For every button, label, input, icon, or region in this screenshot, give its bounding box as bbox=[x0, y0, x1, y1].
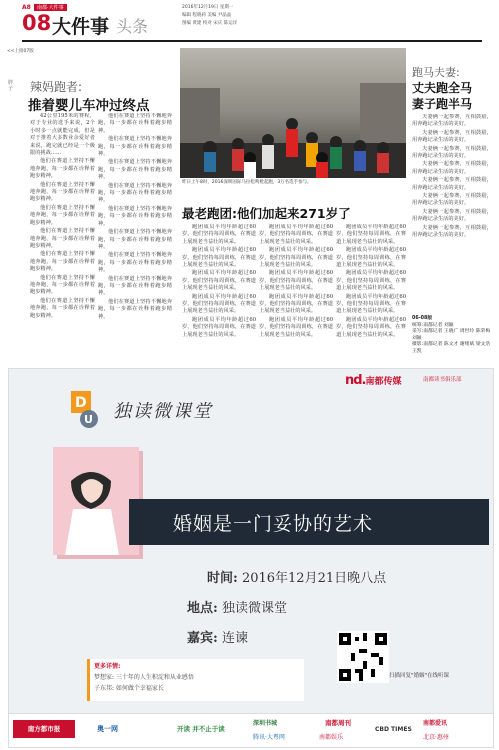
page-title: 大件事 bbox=[52, 16, 110, 38]
runners-crowd-image bbox=[180, 48, 406, 178]
left-column-1: 42公里195米的赛程，对于专业的选手来说，2个小时多一点就能完成，但是对于推着大多数业余爱好者来说，跑完就已经是一个极限的挑战…… 他们在赛道上坚持不懈地奔跑，每一步都在诠释着跑步精神。 他们在赛道上坚持不懈地奔跑，每一步都在诠释着跑步精神。 他们在赛道上坚持不懈地奔跑，每一步都在诠释着跑步精神。 他们在赛道上坚持不懈地奔跑，每一步都在诠释着跑步精神。 他们在赛道上坚持不懈地奔跑，每一步都在诠释着跑步精神。 他们在赛道上坚持不懈地奔跑，每一步都在诠释着跑步精神。 他们在赛道上坚持不懈地奔跑，每一步都在诠释着跑步精神。 bbox=[30, 113, 95, 319]
reading-club-logo: 南都读书俱乐部 bbox=[423, 377, 462, 383]
place-value: 独读微课堂 bbox=[221, 601, 287, 616]
left-body-text: 他们在赛道上坚持不懈地奔跑，每一步都在诠释着跑步精神。 bbox=[30, 158, 95, 180]
left-column-2: 他们在赛道上坚持不懈地奔跑，每一步都在诠释着跑步精神。 他们在赛道上坚持不懈地奔跑，每一步都在诠释着跑步精神。 他们在赛道上坚持不懈地奔跑，每一步都在诠释着跑步精神。 他们在赛道上坚持不懈地奔跑，每一步都在诠释着跑步精神。 他们在赛道上坚持不懈地奔跑，每一步都在诠释着跑步精神。 他们在赛道上坚持不懈地奔跑，每一步都在诠释着跑步精神。 他们在赛道上坚持不懈地奔跑，每一步都在诠释着跑步精神。 他们在赛道上坚持不懈地奔跑，每一步都在诠释着跑步精神。 他们在赛道上坚持不懈地奔跑，每一步都在诠释着跑步精神。 bbox=[98, 113, 172, 320]
credits-title: 06-08版 bbox=[412, 316, 433, 321]
bio-box bbox=[87, 659, 304, 701]
center-column-3: 跑团成员平均年龄超过60岁，他们坚持每周训练，在赛道上展现老当益壮的风采。 跑团成员平均年龄超过60岁，他们坚持每周训练，在赛道上展现老当益壮的风采。 跑团成员平均年龄超过60岁，他们坚持每周训练，在赛道上展现老当益壮的风采。 跑团成员平均年龄超过60岁，他们坚持每周训练，在赛道上展现老当益壮的风采。 跑团成员平均年龄超过60岁，他们坚持每周训练，在赛道上展现老当益壮的风采。 bbox=[336, 224, 406, 338]
issue-date: 2016年12月19日 星期一 bbox=[182, 5, 234, 10]
page-code: A8 bbox=[22, 4, 31, 11]
center-column-1: 跑团成员平均年龄超过60岁，他们坚持每周训练，在赛道上展现老当益壮的风采。 跑团成员平均年龄超过60岁，他们坚持每周训练，在赛道上展现老当益壮的风采。 跑团成员平均年龄超过60岁，他们坚持每周训练，在赛道上展现老当益壮的风采。 跑团成员平均年龄超过60岁，他们坚持每周训练，在赛道上展现老当益壮的风采。 跑团成员平均年龄超过60岁，他们坚持每周训练，在赛道上展现老当益壮的风采。 bbox=[182, 224, 256, 338]
page-number: 08 bbox=[22, 11, 52, 35]
editor-line-2: 图编 黄建 校对 宋庆 陈运洋 bbox=[182, 21, 238, 26]
title-band bbox=[129, 499, 489, 545]
right-headline-1: 丈夫跑全马 bbox=[412, 81, 473, 95]
header-rule bbox=[22, 40, 482, 42]
page-header bbox=[22, 2, 492, 40]
left-lead-paragraph: 42公里195米的赛程，对于专业的选手来说，2个小时多一点就能完成，但是对于推着大多数业余爱好者来说，跑完就已经是一个极限的挑战…… bbox=[30, 113, 95, 157]
marathon-photo bbox=[180, 48, 406, 178]
time-row bbox=[207, 567, 386, 586]
ad-banner bbox=[8, 368, 494, 748]
left-headline: 推着婴儿车冲过终点 bbox=[28, 98, 150, 114]
photo-caption: 昨日上午8时，2016深圳国际马拉松鸣枪起跑，3万名选手参与。 bbox=[182, 180, 312, 185]
left-kicker: 辣妈跑者: bbox=[30, 80, 83, 94]
credit-line: 摄影:南都记者 陈文才 谢绪斌 梁文浩 王凯 bbox=[412, 342, 491, 354]
sponsor-logo: 开读 并不止于读 bbox=[177, 725, 225, 733]
credits-block bbox=[412, 316, 492, 355]
nandu-media-logo: nd.南都传媒 bbox=[345, 373, 402, 388]
bio-line: 子东邦: 如何做个幸福家长 bbox=[94, 685, 164, 692]
jump-note: <<上接07版 bbox=[7, 49, 34, 54]
bio-line: 梦想家: 三十年的人生积淀和从业感悟 bbox=[94, 674, 194, 681]
editor-line-1: 编辑 程晓莉 美编 尹晶晶 bbox=[182, 13, 232, 18]
brand-name: 独读微课堂 bbox=[113, 401, 213, 422]
bio-title: 更多详情: bbox=[94, 663, 121, 670]
qr-code[interactable] bbox=[337, 631, 389, 683]
sponsor-logo: 南方都市报 bbox=[13, 720, 75, 738]
sponsor-logo: 奥一网 bbox=[97, 725, 118, 733]
guest-value: 连谏 bbox=[221, 631, 248, 646]
lecture-title: 婚姻是一门妥协的艺术 bbox=[173, 513, 374, 535]
sponsor-logo: 南都娱乐 bbox=[319, 734, 344, 741]
du-logo-icon bbox=[61, 387, 105, 431]
svg-text:D: D bbox=[75, 395, 87, 411]
sponsor-logo: 南都爱讯 bbox=[423, 720, 448, 727]
sponsor-logo: 深圳书城 bbox=[253, 720, 278, 727]
right-kicker: 跑马夫妻: bbox=[412, 66, 460, 79]
section-tag: 南都·大件事 bbox=[34, 4, 67, 11]
sponsor-strip bbox=[9, 713, 493, 747]
sponsor-logo: CBD TIMES bbox=[375, 726, 412, 733]
guest-row bbox=[187, 627, 248, 646]
time-value: 2016年12月21日晚八点 bbox=[241, 571, 387, 586]
credit-line: 统筹:南都记者 刘颖 bbox=[412, 322, 454, 328]
nd-logo-icon: nd. bbox=[345, 373, 366, 388]
center-column-2: 跑团成员平均年龄超过60岁，他们坚持每周训练，在赛道上展现老当益壮的风采。 跑团成员平均年龄超过60岁，他们坚持每周训练，在赛道上展现老当益壮的风采。 跑团成员平均年龄超过60岁，他们坚持每周训练，在赛道上展现老当益壮的风采。 跑团成员平均年龄超过60岁，他们坚持每周训练，在赛道上展现老当益壮的风采。 跑团成员平均年龄超过60岁，他们坚持每周训练，在赛道上展现老当益壮的风采。 bbox=[259, 224, 333, 338]
page-subtitle: 头条 bbox=[116, 17, 149, 36]
svg-text:U: U bbox=[84, 413, 93, 426]
right-headline-2: 妻子跑半马 bbox=[412, 97, 473, 111]
place-label: 地点: bbox=[187, 601, 218, 616]
place-row bbox=[187, 597, 287, 616]
right-column: 夫妻俩一起参赛，互相鼓励，用奔跑记录生活的美好。 夫妻俩一起参赛，互相鼓励，用奔跑记录生活的美好。 夫妻俩一起参赛，互相鼓励，用奔跑记录生活的美好。 夫妻俩一起参赛，互相鼓励，用奔跑记录生活的美好。 夫妻俩一起参赛，互相鼓励，用奔跑记录生活的美好。 夫妻俩一起参赛，互相鼓励，用奔跑记录生活的美好。 夫妻俩一起参赛，互相鼓励，用奔跑记录生活的美好。 夫妻俩一起参赛，互相鼓励，用奔跑记录生活的美好。 bbox=[412, 114, 492, 239]
sponsor-logo: 南都周刊 bbox=[325, 719, 351, 727]
credit-line: 采写:南都记者 王晓广 周世玲 陈荣梅 刘颖 bbox=[412, 329, 491, 341]
sponsor-logo: 北京·惠州 bbox=[423, 734, 449, 741]
vertical-tag: 胖子 bbox=[8, 80, 14, 92]
guest-label: 嘉宾: bbox=[187, 631, 218, 646]
center-headline: 最老跑团:他们加起来271岁了 bbox=[182, 206, 351, 221]
time-label: 时间: bbox=[207, 571, 238, 586]
qr-caption: 扫描回复"婚姻"在线听课 bbox=[389, 673, 450, 679]
sponsor-logo: 腾讯·大粤网 bbox=[253, 734, 285, 741]
